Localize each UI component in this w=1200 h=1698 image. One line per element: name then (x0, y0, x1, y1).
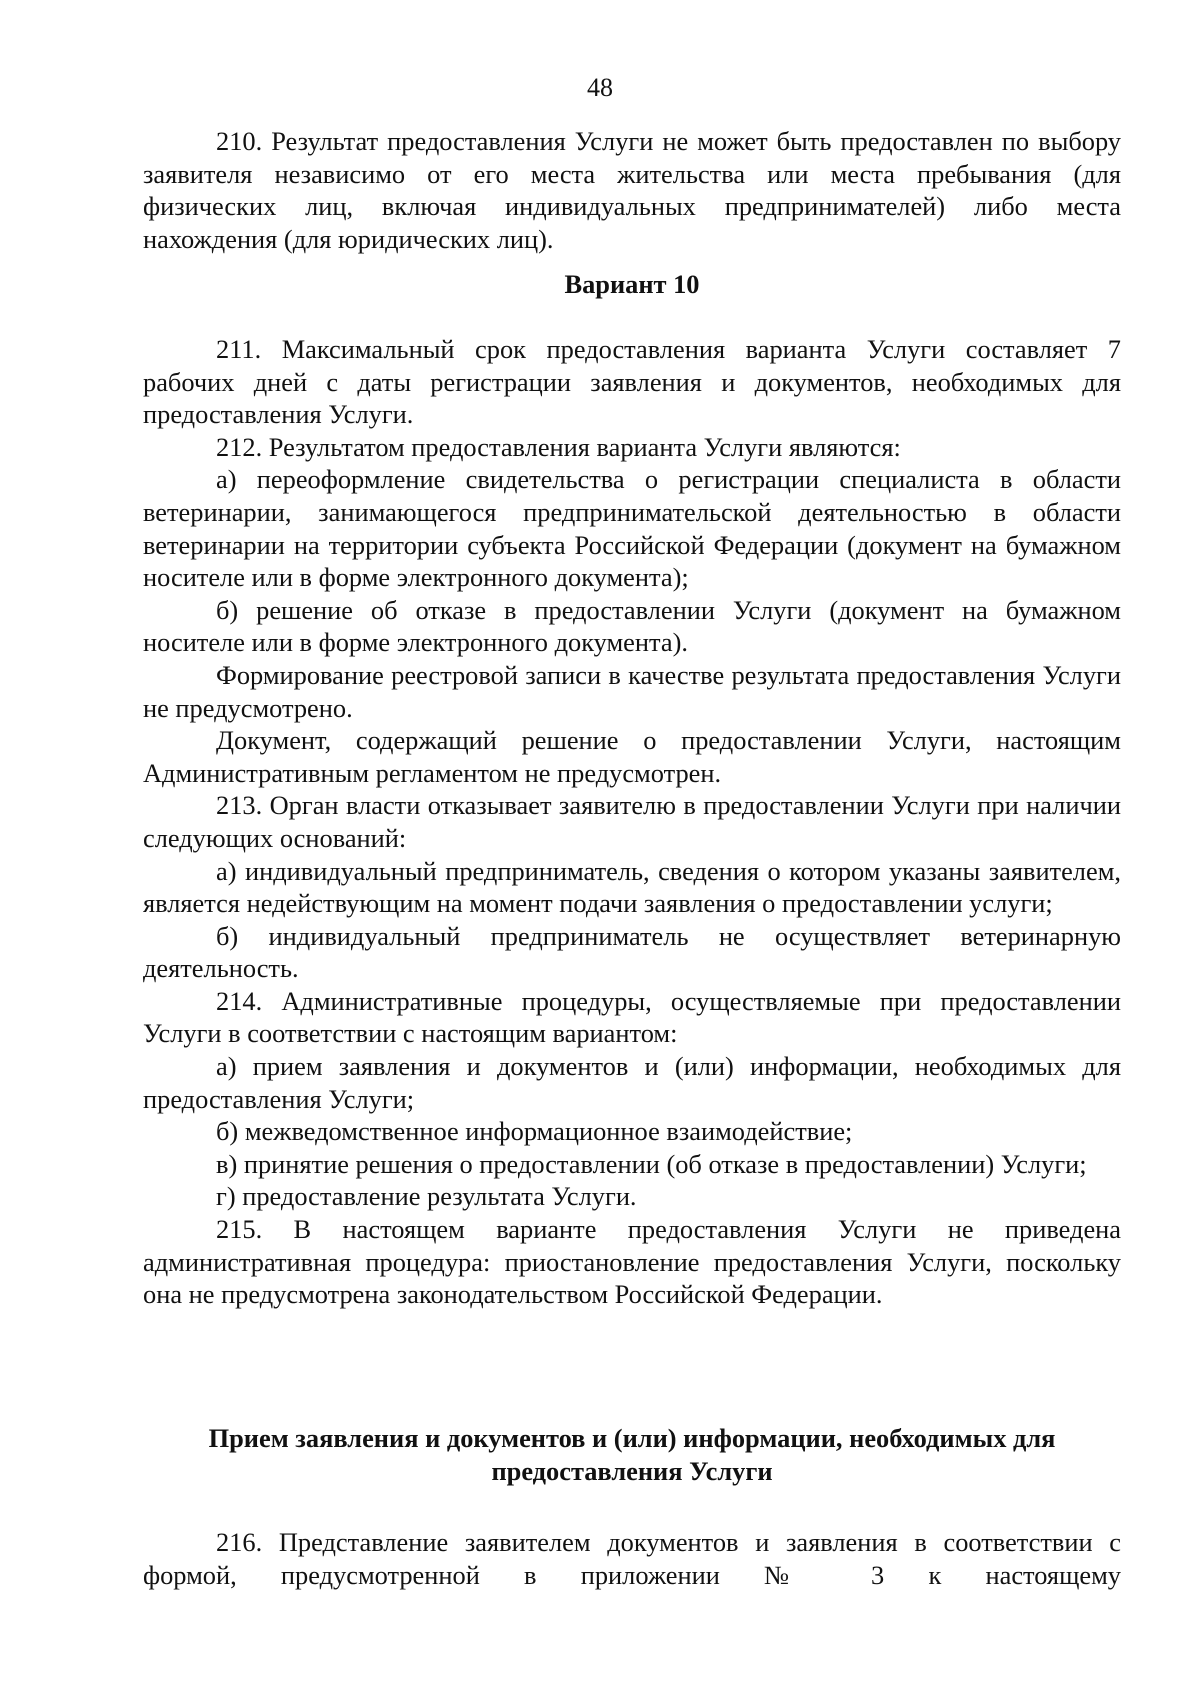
paragraph-212-b: б) решение об отказе в предоставлении Услуги (документ на бумажном носителе или в форме электронного документа). (143, 594, 1121, 658)
paragraph-213: 213. Орган власти отказывает заявителю в предоставлении Услуги при наличии следующих оснований: (143, 790, 1121, 853)
paragraph-registry-record: Формирование реестровой записи в качестве результата предоставления Услуги не предусмотрено. (143, 659, 1121, 723)
paragraph-214: 214. Административные процедуры, осуществляемые при предоставлении Услуги в соответствии с настоящим вариантом: (143, 985, 1121, 1049)
text-block-210 (143, 125, 1121, 255)
paragraph-214-d: г) предоставление результата Услуги. (216, 1181, 637, 1212)
paragraph-214-a: а) прием заявления и документов и (или) информации, необходимых для предоставления Услуги; (143, 1051, 1121, 1114)
page-number: 48 (587, 73, 613, 102)
paragraph-216: 216. Представление заявителем документов и заявления в соответствии с формой, предусмотренной в приложении № 3 к настоящему (143, 1527, 1121, 1590)
paragraph-215: 215. В настоящем варианте предоставления Услуги не приведена административная процедура: приостановление предоставления Услуги, поскольку она не предусмотрена законодательством Российской Федерации. (143, 1214, 1121, 1310)
paragraph-decision-document: Документ, содержащий решение о предоставлении Услуги, настоящим Административным регламентом не предусмотрен. (143, 725, 1121, 788)
heading-section-reception: Прием заявления и документов и (или) информации, необходимых для предоставления Услуги (208, 1423, 1056, 1486)
paragraph-211: 211. Максимальный срок предоставления варианта Услуги составляет 7 рабочих дней с даты регистрации заявления и документов, необходимых для предоставления Услуги. (143, 334, 1121, 430)
text-block-variant-10 (143, 333, 1121, 1311)
paragraph-214-b: б) межведомственное информационное взаимодействие; (216, 1116, 853, 1147)
paragraph-213-b: б) индивидуальный предприниматель не осуществляет ветеринарную деятельность. (143, 920, 1121, 984)
paragraph-214-c: в) принятие решения о предоставлении (об отказе в предоставлении) Услуги; (216, 1148, 1087, 1179)
paragraph-213-a: а) индивидуальный предприниматель, сведения о котором указаны заявителем, является недействующим на момент подачи заявления о предоставлении услуги; (143, 855, 1121, 919)
text-block-216 (143, 1526, 1121, 1591)
paragraph-212-a: а) переоформление свидетельства о регистрации специалиста в области ветеринарии, занимающегося предпринимательской деятельностью в области ветеринарии на территории субъекта Российской Федерации (документ на бумажном носителе или в форме электронного документа); (143, 464, 1121, 593)
paragraph-212: 212. Результатом предоставления варианта Услуги являются: (216, 431, 901, 462)
paragraph-210: 210. Результат предоставления Услуги не может быть предоставлен по выбору заявителя независимо от его места жительства или места пребывания (для физических лиц, включая индивидуальных предпринимателей) либо места нахождения (для юридических лиц). (143, 126, 1121, 254)
heading-variant-10: Вариант 10 (564, 269, 700, 299)
